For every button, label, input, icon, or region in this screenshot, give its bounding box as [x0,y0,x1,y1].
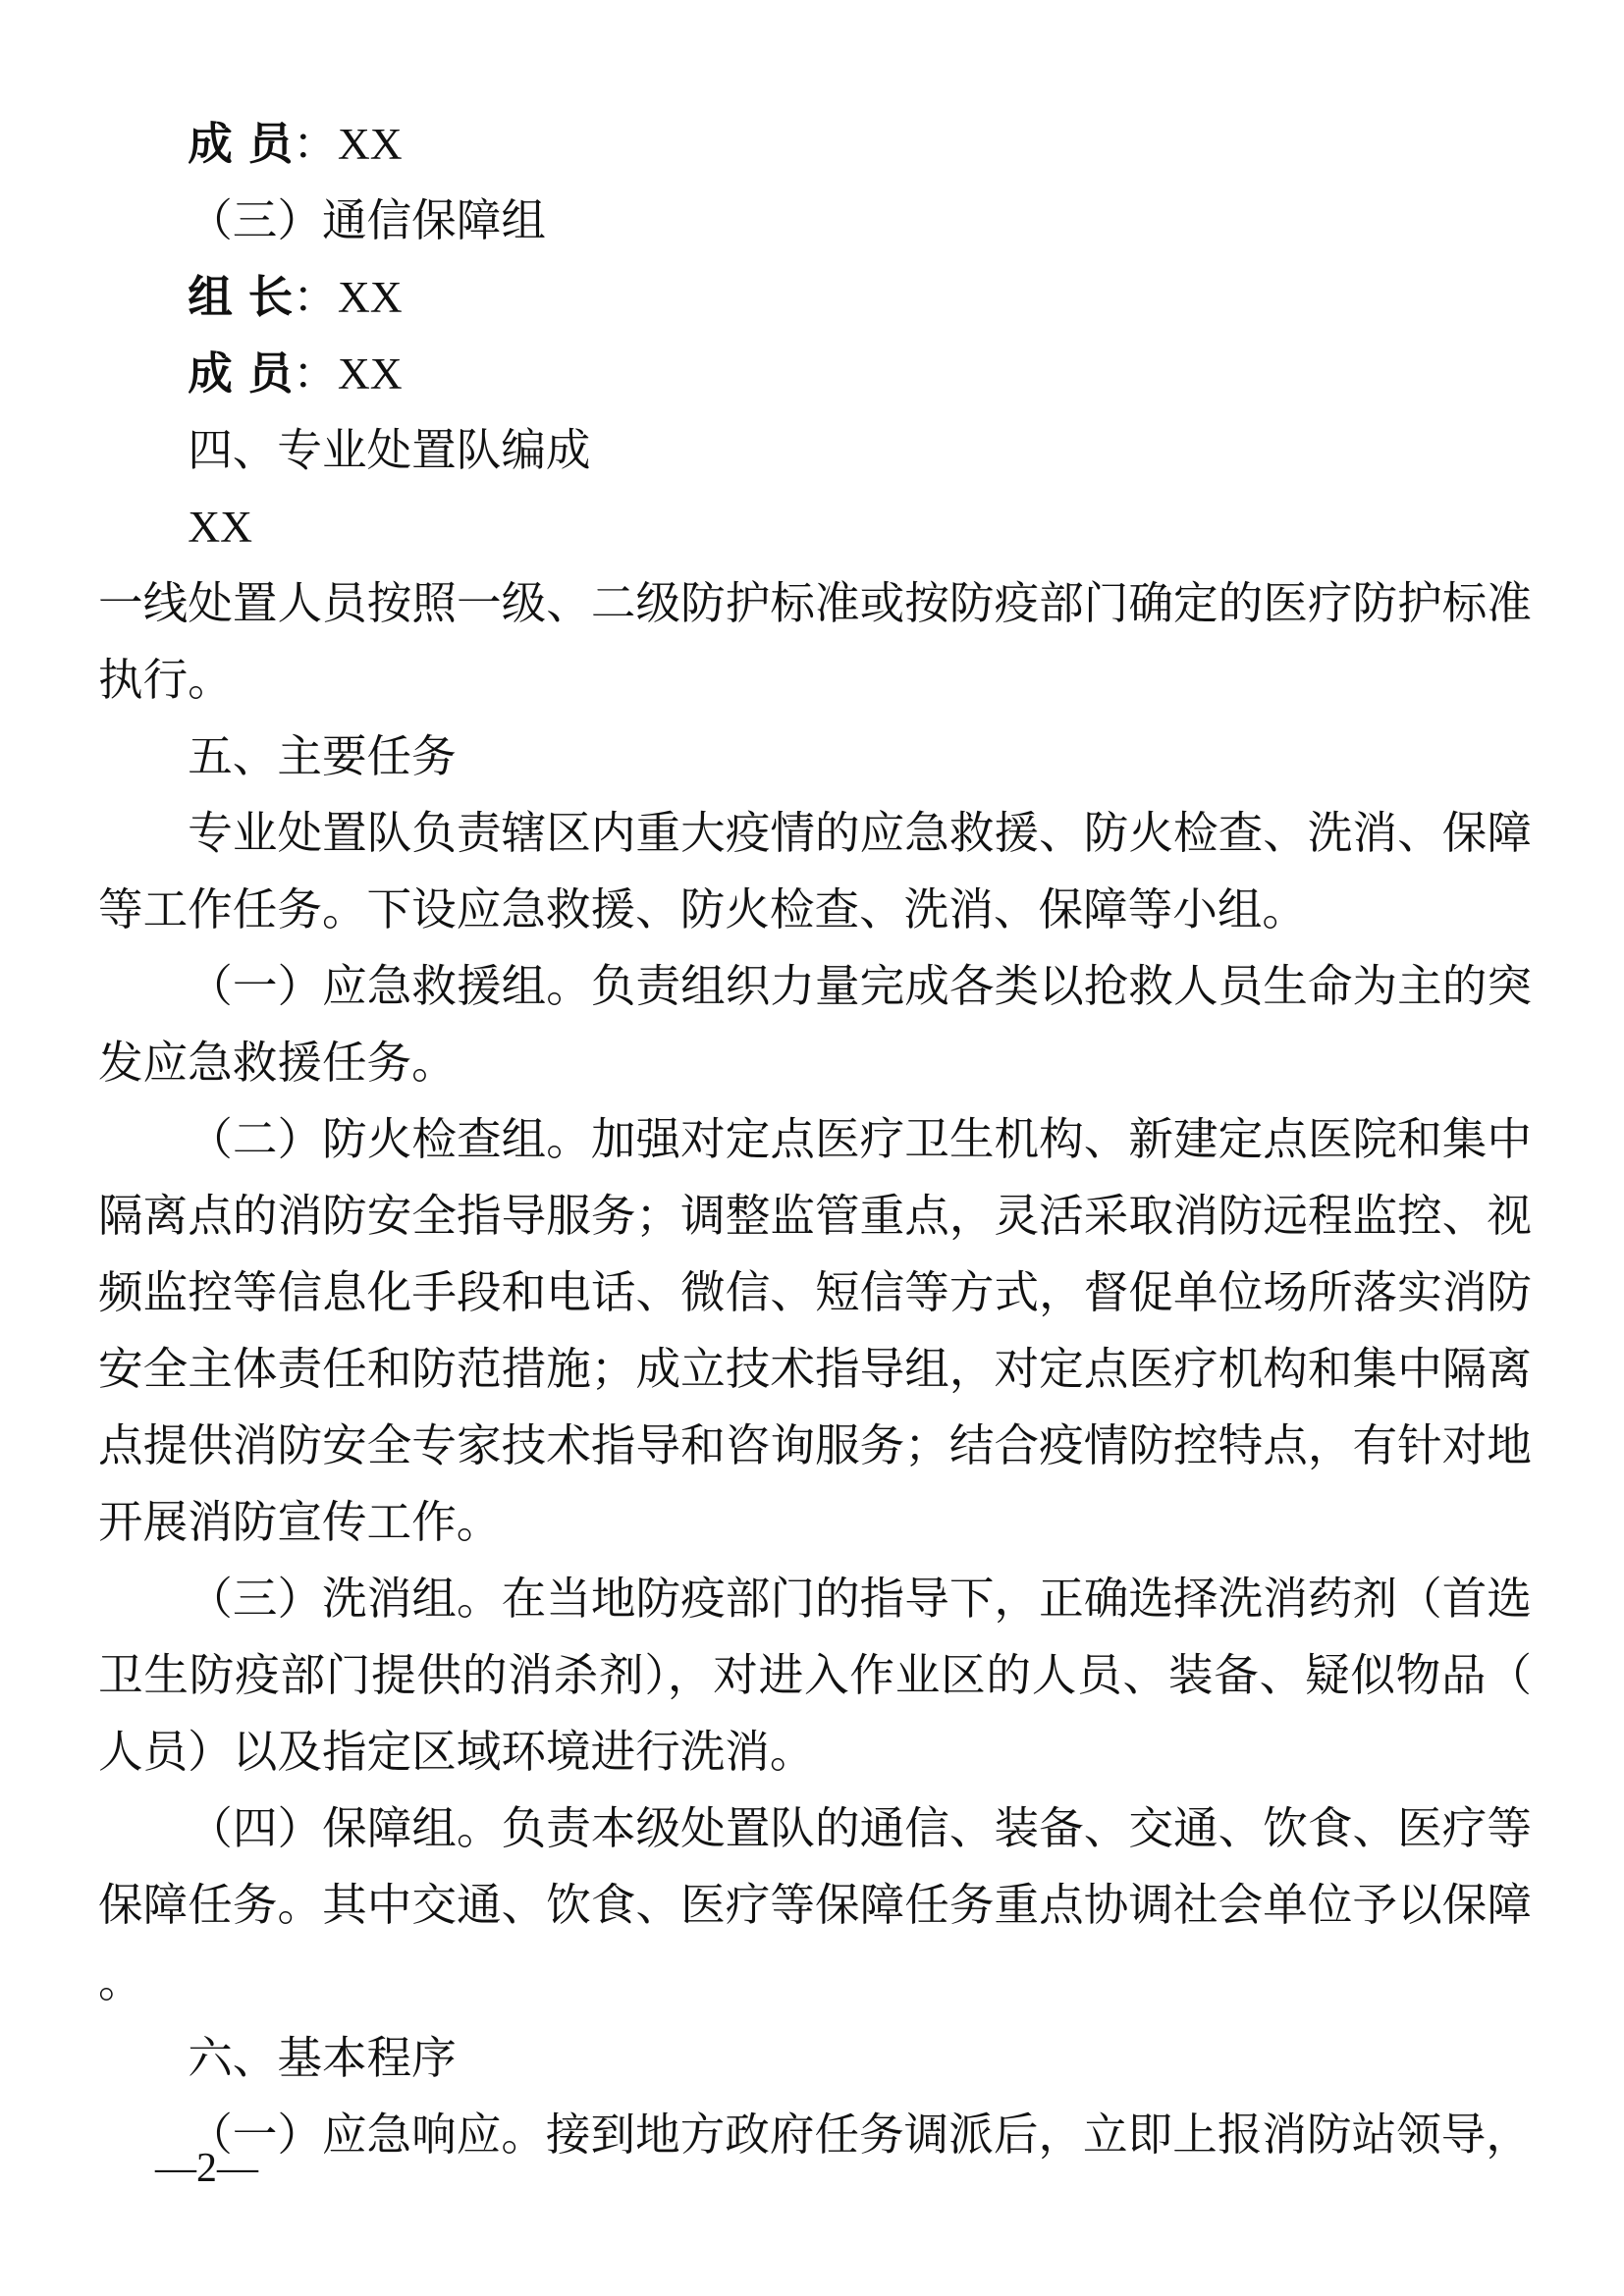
member-value: XX [337,119,403,169]
tasks-intro-paragraph: 专业处置队负责辖区内重大疫情的应急救援、防火检查、洗消、保障等工作任务。下设应急救援、防火检查、洗消、保障等小组。 [98,807,1532,935]
heading-6: 六、基本程序 [188,2032,457,2084]
colon: ： [293,118,338,170]
task-4-paragraph: （四）保障组。负责本级处置队的通信、装备、交通、饮食、医疗等保障任务。其中交通、饮食、医疗等保障任务重点协调社会单位予以保障。 [98,1802,1532,2007]
member-value: XX [337,348,403,399]
procedure-1-paragraph: （一）应急响应。接到地方政府任务调派后，立即上报消防站领导， [188,2109,1531,2161]
section-heading-communication: （三）通信保障组 [188,194,546,246]
member-label: 成 员 [188,118,294,170]
member-line-1 [98,106,1532,183]
member-label: 成 员 [188,347,294,400]
heading-4: 四、专业处置队编成 [188,424,591,476]
member-line-2 [98,336,1532,412]
colon: ： [293,347,338,400]
leader-value: XX [337,272,403,322]
leader-label: 组 长 [188,271,294,323]
page-number: —2— [155,2146,258,2191]
task-1-paragraph: （一）应急救援组。负责组织力量完成各类以抢救人员生命为主的突发应急救援任务。 [98,960,1532,1089]
team-value: XX [188,502,253,552]
colon: ： [293,271,338,323]
protection-paragraph: 一线处置人员按照一级、二级防护标准或按防疫部门确定的医疗防护标准执行。 [98,577,1532,706]
leader-line [98,259,1532,336]
heading-5: 五、主要任务 [188,730,457,782]
document-page [98,106,1532,2173]
task-2-paragraph: （二）防火检查组。加强对定点医疗卫生机构、新建定点医院和集中隔离点的消防安全指导服务；调整监管重点，灵活采取消防远程监控、视频监控等信息化手段和电话、微信、短信等方式，督促单位场所落实消防安全主体责任和防范措施；成立技术指导组，对定点医疗机构和集中隔离点提供消防安全专家技术指导和咨询服务；结合疫情防控特点，有针对地开展消防宣传工作。 [98,1113,1532,1548]
task-3-paragraph: （三）洗消组。在当地防疫部门的指导下，正确选择洗消药剂（首选卫生防疫部门提供的消杀剂），对进入作业区的人员、装备、疑似物品（人员）以及指定区域环境进行洗消。 [98,1573,1532,1778]
